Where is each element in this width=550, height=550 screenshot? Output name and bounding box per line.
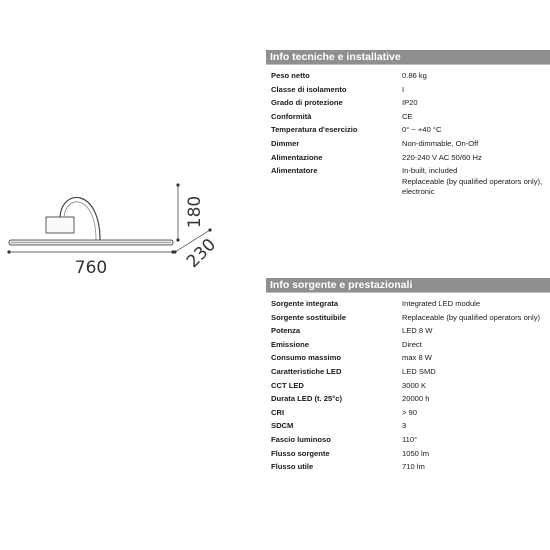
spec-value-line: LED 8 W [402,326,433,336]
spec-value-line: 0° ~ +40 °C [402,125,442,135]
spec-row [266,381,550,395]
spec-value-line: LED SMD [402,366,436,376]
spec-row [266,299,550,313]
spec-value [402,71,550,85]
spec-value [402,313,550,327]
lamp-technical-drawing [0,160,240,290]
spec-row [266,139,550,153]
spec-value [402,462,550,476]
spec-value-line: 710 lm [402,462,425,472]
spec-row [266,408,550,422]
spec-value [402,367,550,381]
spec-value-line: 3 [402,421,407,431]
spec-value-line: Replaceable (by qualified operators only), [402,176,543,186]
spec-label: Flusso utile [271,462,314,472]
spec-row [266,449,550,463]
spec-value [402,340,550,354]
install-info-table [266,71,550,198]
spec-value-line: 20000 h [402,394,430,404]
spec-value-line: Direct [402,339,422,349]
install-info-title: Info tecniche e installative [266,50,550,65]
lamp-drawing-svg [0,160,240,290]
spec-row [266,353,550,367]
height-dim-tick-top [176,183,179,186]
spec-value [402,98,550,112]
spec-row [266,153,550,167]
spec-label: Sorgente sostituibile [271,312,347,322]
spec-value-line: max 8 W [402,353,432,363]
spec-label: Conformità [271,111,312,121]
spec-row [266,71,550,85]
spec-label: Fascio luminoso [271,434,331,444]
spec-value [402,139,550,153]
spec-label: Alimentatore [271,166,318,176]
spec-value-line: Integrated LED module [402,299,481,308]
spec-value-line: Replaceable (by qualified operators only) [402,312,541,322]
spec-value [402,353,550,367]
spec-value [402,166,550,198]
spec-row [266,125,550,139]
spec-row [266,421,550,435]
spec-value [402,125,550,139]
spec-label: CRI [271,407,285,417]
source-info-title: Info sorgente e prestazionali [266,278,550,293]
wall-mount-box [46,217,74,233]
spec-value-line: 3000 K [402,380,427,390]
spec-value [402,408,550,422]
spec-label: CCT LED [271,380,304,390]
spec-label: Dimmer [271,138,300,148]
depth-dimension-label: 230 [182,234,221,273]
spec-label: Potenza [271,326,301,336]
spec-label: Caratteristiche LED [271,366,342,376]
spec-value-line: 0.86 kg [402,71,427,80]
spec-value-line: I [402,84,405,94]
spec-value [402,435,550,449]
spec-row [266,112,550,126]
spec-row [266,166,550,198]
spec-row [266,435,550,449]
spec-value-line: 110° [402,434,418,444]
spec-value [402,326,550,340]
spec-value-line: In-built, included [402,166,458,176]
spec-label: Consumo massimo [271,353,342,363]
depth-dim-tick-top [208,228,211,231]
spec-row [266,462,550,476]
spec-label: Classe di isolamento [271,84,347,94]
spec-value-line: CE [402,111,413,121]
spec-row [266,394,550,408]
spec-value-line: Non-dimmable, On-Off [402,138,479,148]
depth-dim-tick-bottom [173,250,176,253]
width-dim-tick-left [7,250,10,253]
spec-label: Peso netto [271,71,310,80]
spec-label: Durata LED (t. 25°c) [271,394,342,404]
spec-row [266,340,550,354]
source-info-table [266,299,550,476]
install-info-panel [266,50,550,198]
spec-value-line: 220-240 V AC 50/60 Hz [402,152,482,162]
spec-label: Temperatura d'esercizio [271,125,358,135]
spec-row [266,313,550,327]
spec-label: SDCM [271,421,294,431]
spec-value [402,85,550,99]
spec-label: Sorgente integrata [271,299,339,308]
spec-value [402,112,550,126]
spec-row [266,98,550,112]
spec-value-line: electronic [402,187,435,197]
spec-value [402,449,550,463]
spec-label: Grado di protezione [271,98,343,108]
spec-value-line: 1050 lm [402,448,430,458]
height-dimension-label: 180 [185,195,205,229]
height-dim-tick-bottom [176,238,179,241]
spec-value-line: > 90 [402,407,417,417]
spec-value [402,421,550,435]
spec-label: Alimentazione [271,152,323,162]
source-info-panel [266,278,550,476]
spec-value [402,381,550,395]
width-dimension-label: 760 [74,258,108,278]
spec-value-line: IP20 [402,98,418,108]
spec-value [402,394,550,408]
spec-row [266,326,550,340]
spec-row [266,367,550,381]
spec-value [402,153,550,167]
spec-value [402,299,550,313]
spec-row [266,85,550,99]
spec-label: Flusso sorgente [271,448,330,458]
spec-label: Emissione [271,339,309,349]
